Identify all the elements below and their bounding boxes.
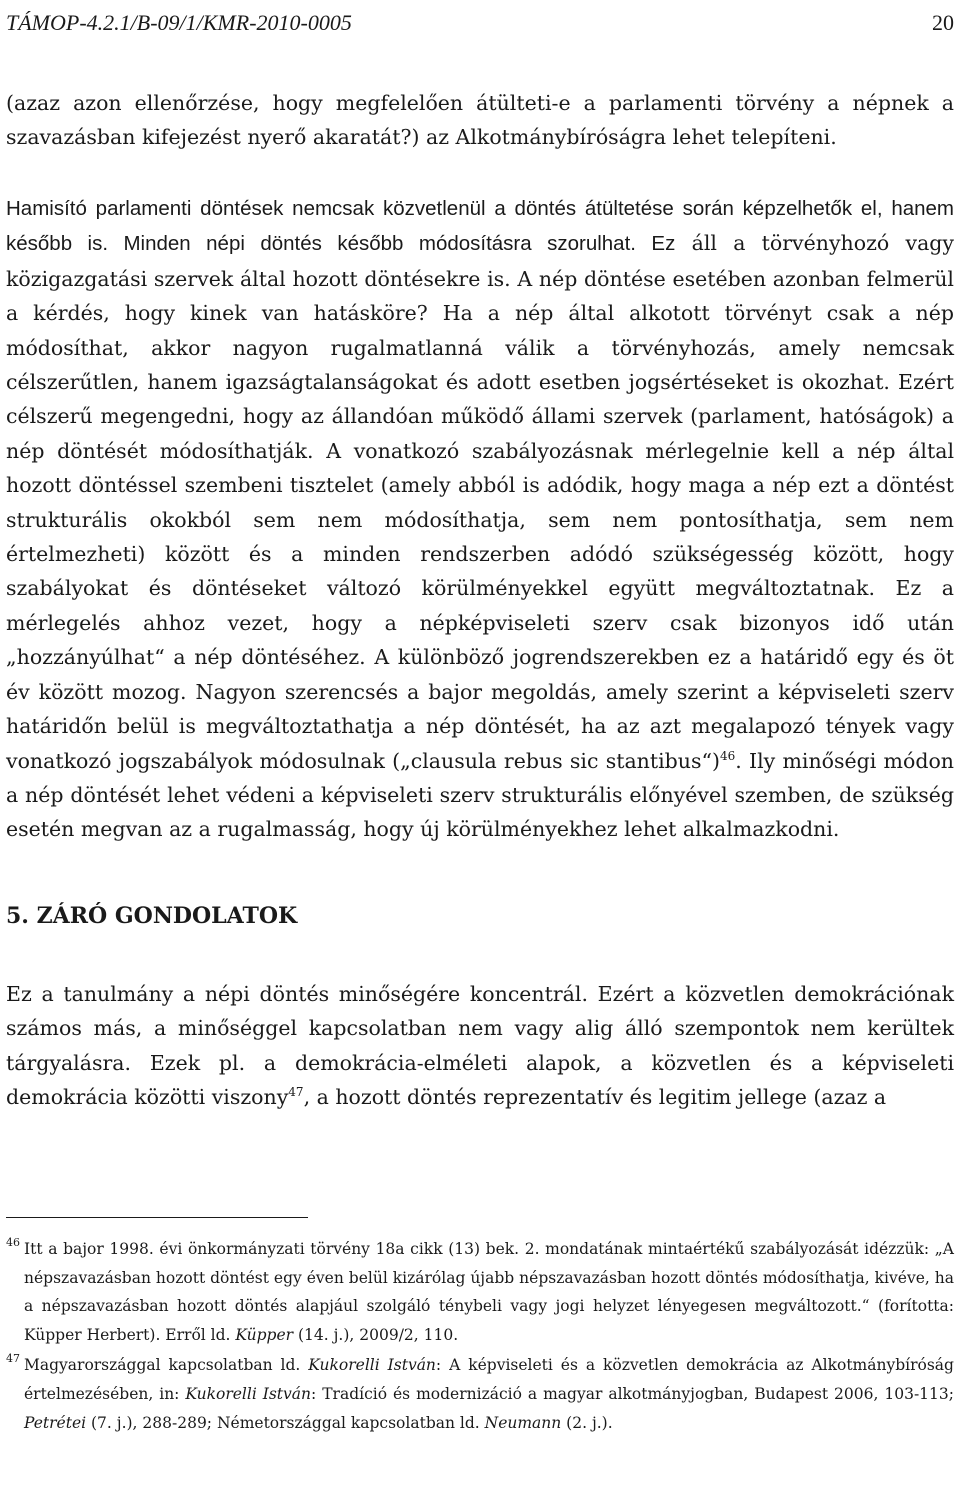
footnote-ref-46[interactable]: 46	[720, 748, 736, 763]
footnote-author: Kukorelli István	[308, 1356, 436, 1375]
footnote-text: Magyarországgal kapcsolatban ld.	[24, 1356, 309, 1375]
section-heading: 5. ZÁRÓ GONDOLATOK	[6, 903, 298, 929]
footnote-separator	[6, 1217, 308, 1218]
footnote-text: (2. j.).	[561, 1413, 613, 1432]
footnote-number: 47	[6, 1352, 20, 1366]
footnote-46	[6, 1235, 954, 1349]
footnote-number: 46	[6, 1236, 20, 1249]
footnote-47	[6, 1351, 954, 1437]
paragraph-amendment-body-a: áll a törvényhozó vagy közigazgatási szervek által hozott döntésekre is. A nép döntése esetében azonban felmerül a kérdés, hogy kinek van hatásköre? Ha a nép által alkotott törvényt csak a nép módosíthat, akkor nagyon rugalmatlanná válik a törvényhozás, amely nemcsak célszerűtlen, hanem igazságtalanságokat és adott esetben jogsértéseket is okozhat. Ezért célszerű megengedni, hogy az állandóan működő állami szervek (parlament, hatóságok) a nép döntését módosíthatják. A vonatkozó szabályozásnak mérlegelnie kell a nép által hozott döntéssel szembeni tisztelet (amely abból is adódik, hogy maga a nép ezt a döntést strukturális okokból sem nem módosíthatja, sem nem pontosíthatja, sem nem értelmezheti) között és a minden rendszerben adódó szükségesség között, hogy szabályokat és döntéseket változó körülményekkel együtt megváltoztatnak. Ez a mérlegelés ahhoz vezet, hogy a népképviseleti szerv csak bizonyos idő után „hozzányúlhat“ a nép döntéséhez. A különböző jogrendszerekben ez a határidő egy és öt év között mozog. Nagyon szerencsés a bajor megoldás, amely szerint a képviseleti szerv határidőn belül is megváltoztathatja a nép döntését, ha az azt megalapozó tények vagy vonatkozó jogszabályok módosulnak („clausula rebus sic stantibus“)	[6, 231, 954, 773]
footnote-author: Küpper	[235, 1325, 294, 1344]
footnote-text: (7. j.), 288-289; Németországgal kapcsolatban ld.	[86, 1413, 485, 1432]
paragraph-amendment	[6, 191, 954, 847]
document-id: TÁMOP-4.2.1/B-09/1/KMR-2010-0005	[6, 10, 352, 35]
footnote-ref-47[interactable]: 47	[288, 1085, 304, 1100]
footnote-author: Neumann	[484, 1413, 562, 1432]
paragraph-amendment-lead: Hamisító parlamenti döntések nemcsak közvetlenül a döntés átültetése során képzelhetők el, hanem később is. Minden népi döntés később módosításra szorulhat. Ez	[6, 197, 954, 256]
footnote-author: Kukorelli István	[185, 1384, 312, 1403]
footnote-text: : Tradíció és modernizáció a magyar alkotmányjogban, Budapest 2006, 103-113;	[311, 1384, 954, 1403]
paragraph-closing-a: Ez a tanulmány a népi döntés minőségére koncentrál. Ezért a közvetlen demokrációnak számos más, a minőséggel kapcsolatban nem vagy alig álló szempontok nem kerültek tárgyalásra. Ezek pl. a demokrácia-elméleti alapok, a közvetlen és a képviseleti demokrácia közötti viszony	[6, 982, 954, 1110]
footnote-text: : A képviseleti és a közvetlen demokrácia az Alkotmánybíróság értelmezésében, in:	[24, 1356, 954, 1403]
footnotes	[6, 1235, 954, 1437]
paragraph-closing	[6, 977, 954, 1115]
footnote-text: (14. j.), 2009/2, 110.	[293, 1325, 459, 1344]
page-header	[6, 6, 954, 40]
paragraph-closing-b: , a hozott döntés reprezentatív és legitim jellege (azaz a	[303, 1085, 887, 1110]
footnote-text: Itt a bajor 1998. évi önkormányzati törvény 18a cikk (13) bek. 2. mondatának mintaértékű szabályozását idézzük: „A népszavazásban hozott döntést egy éven belül kizárólag újabb népszavazásban hozott döntés módosíthatja, kivéve, ha a népszavazásban hozott döntés alapjául szolgáló ténybeli vagy jogi helyzet lényegesen megváltozott.“ (forította: Küpper Herbert). Erről ld.	[24, 1240, 954, 1344]
paragraph-amendment-body-b: . Ily minőségi módon a nép döntését lehet védeni a képviseleti szerv strukturális előnyével szemben, de szükség esetén megvan az a rugalmasság, hogy új körülményekhez lehet alkalmazkodni.	[6, 748, 955, 842]
page-number: 20	[932, 10, 954, 35]
footnote-author: Petrétei	[24, 1413, 87, 1432]
paragraph-continuation: (azaz azon ellenőrzése, hogy megfelelően átülteti-e a parlamenti törvény a népnek a szavazásban kifejezést nyerő akaratát?) az Alkotmánybíróságra lehet telepíteni.	[6, 91, 954, 150]
